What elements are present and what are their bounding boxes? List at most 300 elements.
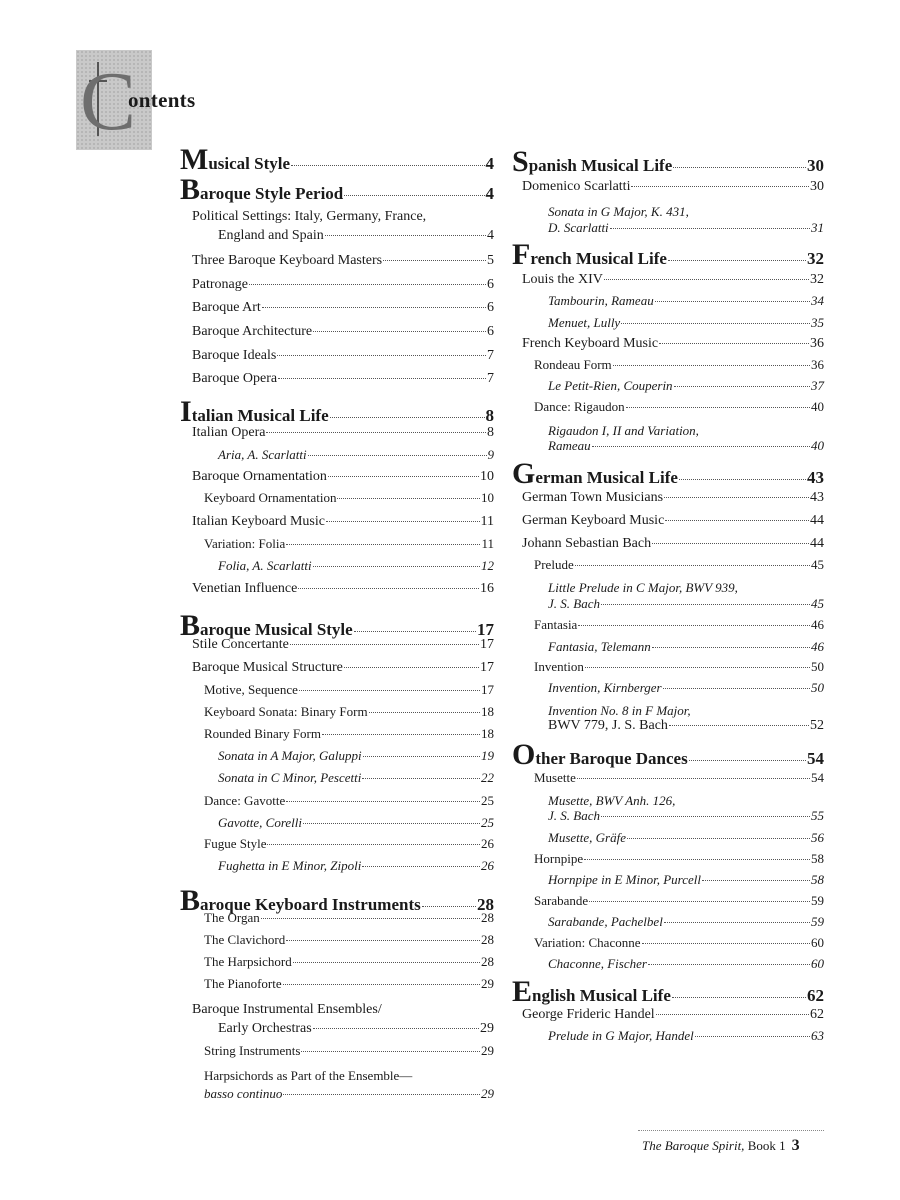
- toc-page-number: 8: [487, 425, 494, 440]
- toc-entry-title: [204, 726, 321, 742]
- toc-entry-invention[interactable]: [534, 659, 824, 675]
- toc-entry-sarabande-pachelbel[interactable]: [548, 914, 824, 930]
- toc-entry-title: [548, 596, 600, 612]
- dot-leader: [584, 859, 810, 860]
- toc-entry-title: [192, 253, 382, 269]
- toc-page-number: 11: [481, 536, 494, 551]
- dot-leader: [585, 667, 810, 668]
- dot-leader: [383, 260, 486, 261]
- toc-entry-text: The Clavichord: [204, 932, 286, 947]
- toc-entry-basso-continuo[interactable]: [204, 1086, 494, 1102]
- toc-entry-title: [218, 815, 302, 831]
- toc-page-number: 54: [807, 749, 824, 768]
- toc-entry-d-scarlatti[interactable]: [548, 220, 824, 236]
- toc-page-number: 40: [811, 399, 824, 414]
- toc-entry-text: Fughetta in E Minor, Zipoli: [218, 858, 362, 873]
- toc-entry-text: England and Spain: [218, 228, 324, 243]
- toc-entry-text: Sarabande: [534, 893, 589, 908]
- toc-entry-rounded-binary-form[interactable]: [204, 726, 494, 742]
- dot-leader: [642, 943, 811, 944]
- toc-section-german-musical-life[interactable]: [512, 457, 824, 491]
- toc-entry-title: [548, 1028, 694, 1044]
- toc-page-number: 50: [811, 659, 824, 674]
- toc-entry-text: Fantasia, Telemann: [548, 639, 651, 654]
- toc-entry-title: [192, 371, 277, 387]
- toc-entry-title: [548, 220, 609, 236]
- toc-page-number: 58: [811, 851, 824, 866]
- toc-entry-text: Hornpipe in E Minor, Purcell: [548, 872, 701, 887]
- toc-page-number: 63: [811, 1028, 824, 1043]
- dot-leader: [344, 667, 479, 668]
- toc-entry-patronage[interactable]: [192, 277, 494, 293]
- toc-entry-text: Domenico Scarlatti: [522, 179, 631, 194]
- toc-entry-text: Stile Concertante: [192, 637, 289, 652]
- toc-entry-text: aroque Musical Style: [200, 620, 353, 639]
- toc-page-number: 28: [481, 932, 494, 947]
- toc-page-number: 5: [487, 253, 494, 268]
- toc-entry-title: [218, 447, 307, 463]
- toc-entry-musette-gr-fe[interactable]: [548, 830, 824, 846]
- dot-leader: [702, 880, 810, 881]
- toc-entry-title: [512, 738, 688, 772]
- toc-entry-dance-gavotte[interactable]: [204, 793, 494, 809]
- toc-page-number: 62: [810, 1007, 824, 1022]
- toc-entry-title: [534, 659, 584, 675]
- toc-page-number: 28: [481, 910, 494, 925]
- dot-leader: [261, 918, 480, 919]
- toc-entry-chaconne-fischer[interactable]: [548, 956, 824, 972]
- toc-entry-musette[interactable]: [534, 770, 824, 786]
- dot-leader: [601, 604, 810, 605]
- toc-entry-french-keyboard-music[interactable]: [522, 336, 824, 352]
- toc-entry-gavotte-corelli[interactable]: [218, 815, 494, 831]
- toc-page-number: 40: [811, 438, 824, 453]
- toc-entry-three-baroque-keyboard-masters[interactable]: [192, 253, 494, 269]
- toc-entry-the-harpsichord[interactable]: [204, 954, 494, 970]
- toc-entry-text: Sarabande, Pachelbel: [548, 914, 663, 929]
- toc-entry-title: [548, 680, 662, 696]
- toc-entry-keyboard-sonata-binary-form[interactable]: [204, 704, 494, 720]
- toc-entry-text: Baroque Opera: [192, 371, 278, 386]
- toc-section-italian-musical-life[interactable]: [180, 395, 494, 429]
- toc-entry-title: [204, 932, 285, 948]
- toc-entry-text: J. S. Bach: [548, 596, 600, 611]
- toc-page-number: 32: [810, 272, 824, 287]
- toc-page-number: 11: [480, 514, 494, 529]
- toc-entry-title: [204, 536, 285, 552]
- toc-page-number: 50: [811, 680, 824, 695]
- toc-page-number: 16: [480, 581, 494, 596]
- dot-leader: [673, 167, 806, 168]
- toc-entry-text: Harpsichords as Part of the Ensemble—: [204, 1068, 413, 1083]
- toc-entry-rondeau-form[interactable]: [534, 357, 824, 373]
- toc-entry-text: Johann Sebastian Bach: [522, 536, 652, 551]
- toc-entry-title: [192, 637, 289, 653]
- toc-page-number: 25: [481, 815, 494, 830]
- toc-page-number: 18: [481, 704, 494, 719]
- toc-entry-menuet-lully[interactable]: [548, 315, 824, 331]
- dot-leader: [262, 307, 486, 308]
- dot-leader: [322, 734, 480, 735]
- toc-entry-text: Le Petit-Rien, Couperin: [548, 378, 673, 393]
- toc-entry-text: Sonata in A Major, Galuppi: [218, 748, 362, 763]
- toc-entry-text: German Town Musicians: [522, 490, 664, 505]
- toc-entry-text: French Keyboard Music: [522, 336, 659, 351]
- section-initial: G: [512, 457, 536, 490]
- toc-entry-text: aroque Style Period: [200, 184, 344, 203]
- toc-section-french-musical-life[interactable]: [512, 238, 824, 272]
- toc-page-number: 26: [481, 858, 494, 873]
- toc-entry-text: String Instruments: [204, 1043, 301, 1058]
- toc-entry-title: [192, 425, 265, 441]
- toc-entry-text: aroque Keyboard Instruments: [200, 895, 421, 914]
- toc-entry-title: [218, 558, 312, 574]
- toc-entry-title: [548, 718, 668, 734]
- toc-entry-text: erman Musical Life: [535, 468, 678, 487]
- toc-entry-sonata-in-c-minor-pescetti[interactable]: [218, 770, 494, 786]
- toc-entry-title: [548, 914, 663, 930]
- dot-leader: [337, 498, 480, 499]
- toc-entry-tambourin-rameau[interactable]: [548, 293, 824, 309]
- toc-entry-text: Sonata in G Major, K. 431,: [548, 204, 689, 219]
- toc-entry-baroque-ideals[interactable]: [192, 348, 494, 364]
- dot-leader: [291, 165, 484, 166]
- dot-leader: [303, 823, 480, 824]
- dot-leader: [631, 186, 809, 187]
- toc-entry-title: [204, 1043, 300, 1059]
- dot-leader: [578, 625, 810, 626]
- toc-entry-text: Rigaudon I, II and Variation,: [548, 423, 699, 438]
- section-initial: F: [512, 238, 531, 271]
- toc-entry-german-town-musicians[interactable]: [522, 490, 824, 506]
- toc-page-number: 4: [487, 228, 494, 243]
- section-initial: S: [512, 145, 529, 178]
- toc-entry-motive-sequence[interactable]: [204, 682, 494, 698]
- toc-page-number: 46: [811, 617, 824, 632]
- toc-page-number: 34: [811, 293, 824, 308]
- toc-entry-keyboard-ornamentation[interactable]: [204, 490, 494, 506]
- toc-page-number: 31: [811, 220, 824, 235]
- dot-leader: [298, 588, 479, 589]
- toc-page-number: 30: [807, 156, 824, 175]
- toc-entry-england-and-spain[interactable]: [218, 228, 494, 244]
- toc-page-number: 58: [811, 872, 824, 887]
- toc-entry-text: The Organ: [204, 910, 260, 925]
- toc-entry-title: [522, 1007, 655, 1023]
- toc-page-number: 6: [487, 324, 494, 339]
- toc-page-number: 25: [481, 793, 494, 808]
- toc-entry-prelude[interactable]: [534, 557, 824, 573]
- footer-book-title: The Baroque Spirit,: [642, 1138, 745, 1153]
- toc-entry-text: Fantasia: [534, 617, 578, 632]
- toc-entry-rameau[interactable]: [548, 438, 824, 454]
- toc-entry-text: Prelude: [534, 557, 574, 572]
- dot-leader: [283, 984, 480, 985]
- dot-leader: [589, 901, 810, 902]
- dot-leader: [369, 712, 480, 713]
- dot-leader: [613, 365, 810, 366]
- toc-page-number: 43: [807, 468, 824, 487]
- toc-entry-text: J. S. Bach: [548, 808, 600, 823]
- dot-leader: [621, 323, 810, 324]
- dot-leader: [663, 688, 810, 689]
- toc-entry-title: [512, 457, 678, 491]
- toc-page-number: 17: [477, 620, 494, 639]
- toc-entry-venetian-influence[interactable]: [192, 581, 494, 597]
- toc-entry-title: [218, 748, 362, 764]
- toc-entry-title: [512, 238, 667, 272]
- toc-entry-text: D. Scarlatti: [548, 220, 609, 235]
- toc-entry-text: talian Musical Life: [191, 406, 329, 425]
- toc-entry-hornpipe-in-e-minor-purcell[interactable]: [548, 872, 824, 888]
- dot-leader: [293, 962, 480, 963]
- toc-entry-text: Musette, BWV Anh. 126,: [548, 793, 676, 808]
- toc-entry-title: [534, 851, 583, 867]
- section-initial: B: [180, 884, 201, 917]
- dot-leader: [610, 228, 810, 229]
- toc-entry-louis-the-xiv[interactable]: [522, 272, 824, 288]
- toc-page-number: 29: [481, 1086, 494, 1101]
- toc-entry-fughetta-in-e-minor-zipoli[interactable]: [218, 858, 494, 874]
- toc-entry-text: Sonata in C Minor, Pescetti: [218, 770, 362, 785]
- toc-entry-le-petit-rien-couperin[interactable]: [548, 378, 824, 394]
- toc-entry-title: [548, 830, 626, 846]
- toc-entry-title: [204, 682, 298, 698]
- toc-page-number: 60: [811, 935, 824, 950]
- dot-leader: [278, 378, 486, 379]
- toc-page-number: 32: [807, 249, 824, 268]
- toc-entry-title: [534, 935, 641, 951]
- toc-section-musical-style[interactable]: [180, 143, 494, 177]
- title-initial: C: [80, 55, 137, 148]
- toc-page-number: 10: [481, 490, 494, 505]
- toc-entry-text: basso continuo: [204, 1086, 283, 1101]
- toc-page-number: 55: [811, 808, 824, 823]
- dot-leader: [664, 497, 809, 498]
- toc-entry-text: Patronage: [192, 277, 248, 292]
- toc-entry-fantasia[interactable]: [534, 617, 824, 633]
- toc-page-number: 6: [487, 300, 494, 315]
- dot-leader: [301, 1051, 480, 1052]
- dot-leader: [627, 838, 810, 839]
- toc-entry-text: Musette: [534, 770, 576, 785]
- toc-entry-text: Fugue Style: [204, 836, 267, 851]
- dot-leader: [669, 725, 809, 726]
- toc-page-number: 36: [810, 336, 824, 351]
- toc-entry-title: [218, 858, 361, 874]
- toc-entry-domenico-scarlatti[interactable]: [522, 179, 824, 195]
- toc-page-number: 12: [481, 558, 494, 573]
- page-number: 3: [791, 1137, 800, 1154]
- toc-entry-title: [192, 324, 312, 340]
- page-footer: [642, 1137, 800, 1155]
- toc-entry-german-keyboard-music[interactable]: [522, 513, 824, 529]
- toc-entry-early-orchestras[interactable]: [218, 1021, 494, 1037]
- toc-entry-bwv-779-j-s-bach[interactable]: [548, 718, 824, 734]
- toc-entry-text: Baroque Instrumental Ensembles/: [192, 1002, 382, 1017]
- toc-entry-text: Political Settings: Italy, Germany, France,: [192, 209, 427, 224]
- toc-page-number: 9: [487, 447, 494, 462]
- dot-leader: [362, 866, 480, 867]
- toc-entry-the-clavichord[interactable]: [204, 932, 494, 948]
- toc-page-number: 35: [811, 315, 824, 330]
- toc-page-number: 8: [485, 406, 494, 425]
- toc-page-number: 10: [480, 469, 494, 484]
- toc-entry-title: [548, 315, 620, 331]
- dot-leader: [577, 778, 810, 779]
- dot-leader: [689, 760, 806, 761]
- dot-leader: [308, 455, 487, 456]
- toc-page-number: 44: [810, 536, 824, 551]
- dot-leader: [313, 1028, 479, 1029]
- toc-entry-text: usical Style: [208, 154, 291, 173]
- toc-entry-sonata-in-a-major-galuppi[interactable]: [218, 748, 494, 764]
- toc-entry-title: [548, 293, 654, 309]
- toc-entry-the-organ[interactable]: [204, 910, 494, 926]
- toc-entry-j-s-bach[interactable]: [548, 808, 824, 824]
- dot-leader: [283, 1094, 480, 1095]
- toc-entry-prelude-in-g-major-handel[interactable]: [548, 1028, 824, 1044]
- toc-entry-title: [522, 513, 664, 529]
- dot-leader: [286, 940, 480, 941]
- dot-leader: [604, 279, 809, 280]
- toc-page-number: 37: [811, 378, 824, 393]
- toc-entry-text: Baroque Art: [192, 300, 261, 315]
- dot-leader: [652, 543, 809, 544]
- toc-entry-title: [548, 808, 600, 824]
- toc-entry-text: Rounded Binary Form: [204, 726, 321, 741]
- dot-leader: [326, 521, 480, 522]
- toc-entry-folia-a-scarlatti[interactable]: [218, 558, 494, 574]
- toc-entry-text: George Frideric Handel: [522, 1007, 655, 1022]
- toc-entry-text: Italian Opera: [192, 425, 266, 440]
- dot-leader: [249, 284, 486, 285]
- toc-entry-invention-kirnberger[interactable]: [548, 680, 824, 696]
- toc-page-number: 36: [811, 357, 824, 372]
- dot-leader: [363, 756, 480, 757]
- toc-page-number: 17: [480, 660, 494, 675]
- toc-entry-george-frideric-handel[interactable]: [522, 1007, 824, 1023]
- toc-entry-variation-chaconne[interactable]: [534, 935, 824, 951]
- toc-page-number: 26: [481, 836, 494, 851]
- toc-entry-text: Baroque Ornamentation: [192, 469, 327, 484]
- toc-entry-sarabande[interactable]: [534, 893, 824, 909]
- dot-leader: [362, 778, 480, 779]
- toc-entry-fantasia-telemann[interactable]: [548, 639, 824, 655]
- toc-entry-text: Folia, A. Scarlatti: [218, 558, 312, 573]
- toc-entry-text: Invention: [534, 659, 584, 674]
- dot-leader: [313, 566, 480, 567]
- toc-entry-aria-a-scarlatti[interactable]: [218, 447, 494, 463]
- toc-entry-title: [180, 143, 290, 177]
- toc-entry-text: Rameau: [548, 438, 591, 453]
- dot-leader: [665, 520, 809, 521]
- toc-entry-text: Little Prelude in C Major, BWV 939,: [548, 580, 738, 595]
- toc-entry-text: rench Musical Life: [530, 249, 667, 268]
- section-initial: I: [180, 395, 192, 428]
- toc-entry-johann-sebastian-bach[interactable]: [522, 536, 824, 552]
- toc-entry-string-instruments[interactable]: [204, 1043, 494, 1059]
- toc-section-english-musical-life[interactable]: [512, 975, 824, 1009]
- toc-entry-baroque-architecture[interactable]: [192, 324, 494, 340]
- toc-entry-stile-concertante[interactable]: [192, 637, 494, 653]
- dot-leader: [655, 301, 810, 302]
- toc-entry-text: Hornpipe: [534, 851, 584, 866]
- toc-entry-text: Invention, Kirnberger: [548, 680, 662, 695]
- toc-entry-heading-line: [204, 1065, 412, 1087]
- toc-entry-title: [522, 272, 603, 288]
- toc-page-number: 17: [481, 682, 494, 697]
- toc-page-number: 4: [485, 154, 494, 173]
- toc-entry-title: [522, 336, 658, 352]
- toc-entry-dance-rigaudon[interactable]: [534, 399, 824, 415]
- toc-entry-text: Baroque Architecture: [192, 324, 313, 339]
- toc-page-number: 59: [811, 914, 824, 929]
- toc-entry-text: Rondeau Form: [534, 357, 612, 372]
- toc-entry-title: [204, 704, 368, 720]
- toc-entry-text: Variation: Chaconne: [534, 935, 641, 950]
- toc-section-spanish-musical-life[interactable]: [512, 145, 824, 179]
- toc-entry-baroque-art[interactable]: [192, 300, 494, 316]
- toc-entry-text: Musette, Gräfe: [548, 830, 626, 845]
- toc-page-number: 45: [811, 596, 824, 611]
- dot-leader: [328, 476, 479, 477]
- toc-entry-baroque-musical-structure[interactable]: [192, 660, 494, 676]
- toc-entry-baroque-ornamentation[interactable]: [192, 469, 494, 485]
- toc-entry-j-s-bach[interactable]: [548, 596, 824, 612]
- toc-entry-title: [192, 469, 327, 485]
- footer-rule: [638, 1130, 824, 1131]
- toc-entry-title: [534, 617, 577, 633]
- toc-entry-hornpipe[interactable]: [534, 851, 824, 867]
- toc-section-baroque-style-period[interactable]: [180, 173, 494, 207]
- toc-entry-fugue-style[interactable]: [204, 836, 494, 852]
- dot-leader: [695, 1036, 810, 1037]
- toc-section-other-baroque-dances[interactable]: [512, 738, 824, 772]
- dot-leader: [626, 407, 810, 408]
- toc-entry-italian-opera[interactable]: [192, 425, 494, 441]
- toc-page-number: 19: [481, 748, 494, 763]
- toc-entry-text: Aria, A. Scarlatti: [218, 447, 307, 462]
- toc-page-number: 4: [485, 184, 494, 203]
- footer-book-number: Book 1: [744, 1138, 786, 1153]
- dot-leader: [601, 816, 810, 817]
- page-title: ontents: [128, 88, 196, 112]
- toc-page-number: 17: [480, 637, 494, 652]
- toc-entry-text: Keyboard Ornamentation: [204, 490, 337, 505]
- toc-entry-title: [512, 975, 671, 1009]
- toc-page-number: 45: [811, 557, 824, 572]
- toc-entry-text: The Pianoforte: [204, 976, 282, 991]
- toc-entry-baroque-opera[interactable]: [192, 371, 494, 387]
- toc-entry-variation-folia[interactable]: [204, 536, 494, 552]
- toc-entry-heading-line: [192, 206, 426, 228]
- dot-leader: [668, 260, 806, 261]
- toc-entry-text: Three Baroque Keyboard Masters: [192, 253, 383, 268]
- toc-entry-italian-keyboard-music[interactable]: [192, 514, 494, 530]
- section-initial: O: [512, 738, 536, 771]
- dot-leader: [659, 343, 809, 344]
- dot-leader: [664, 922, 810, 923]
- toc-entry-title: [192, 660, 343, 676]
- toc-entry-title: [204, 793, 285, 809]
- toc-entry-title: [192, 300, 261, 316]
- toc-entry-title: [522, 536, 651, 552]
- toc-entry-title: [548, 639, 651, 655]
- toc-page-number: 52: [810, 718, 824, 733]
- toc-page-number: 18: [481, 726, 494, 741]
- toc-entry-the-pianoforte[interactable]: [204, 976, 494, 992]
